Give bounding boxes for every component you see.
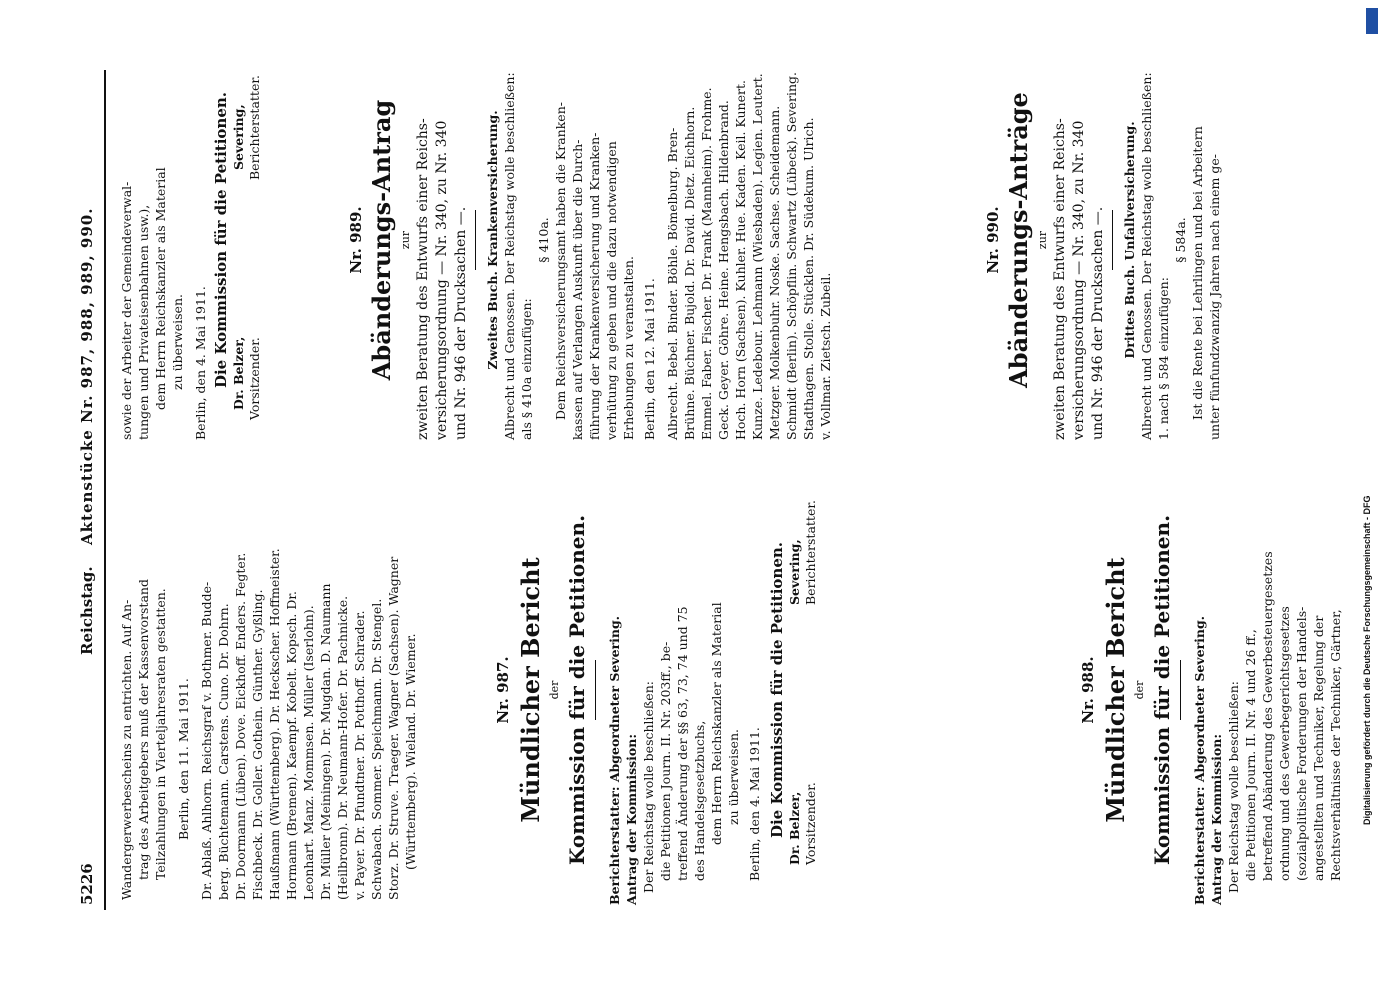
doc-subheading: Kommission für die Petitionen. <box>565 514 589 866</box>
body-line: die Petitionen Journ. II. Nr. 203ff., be- <box>658 641 673 881</box>
page-header <box>78 65 102 905</box>
date-line: Berlin, den 12. Mai 1911. <box>642 278 657 440</box>
signature-block <box>786 475 820 905</box>
reporter-name: Severing, <box>787 539 802 605</box>
insert-line: 1. nach § 584 einzufügen: <box>1156 277 1171 440</box>
doc-heading: Abänderungs-Anträge <box>1004 92 1033 388</box>
signatory-line: Kunze. Ledebour. Lehmann (Wiesbaden). Legien. Leutert. <box>750 73 765 440</box>
signatory-list <box>664 40 834 440</box>
body-line: (sozialpolitische Forderungen der Handels- <box>1294 606 1309 881</box>
chair-role: Vorsitzender. <box>247 337 262 420</box>
commission-line: Die Kommission für die Petitionen. <box>768 541 786 839</box>
body-line: zweiten Beratung des Entwurfs einer Reichs- <box>415 118 431 440</box>
doc-der: der <box>548 680 561 700</box>
signatory-line: Albrecht. Bebel. Binder. Böhle. Bömelburg. Bren- <box>665 127 680 440</box>
chair-role: Vorsitzender. <box>803 782 818 865</box>
doc-heading: Mündlicher Bericht <box>1101 557 1130 823</box>
signatory-line: (Württemberg). Wieland. Dr. Wiemer. <box>403 633 418 870</box>
publication-name: Reichstag. <box>78 566 96 655</box>
signatory-line: Fischbeck. Dr. Goller. Gothein. Günther. Gyßling. <box>250 589 265 900</box>
date-line: Berlin, den 11. Mai 1911. <box>176 678 191 840</box>
column-3-top <box>118 40 264 440</box>
body-line: sowie der Arbeiter der Gemeindeverwal- <box>119 181 134 440</box>
document-989 <box>348 40 834 440</box>
antrag-line: Antrag der Kommission: <box>624 734 639 905</box>
text-line: unter fünfundzwanzig Jahren nach einem ge- <box>1207 153 1222 440</box>
body-line: die Petitionen Journ. II. Nr. 4 und 26 ff., <box>1243 629 1258 881</box>
chair-name: Dr. Belzer, <box>231 336 246 410</box>
signatory-line: Emmel. Faber. Fischer. Dr. Frank (Mannheim). Frohme. <box>699 87 714 440</box>
intro-line: Wandergerwerbescheins zu entrichten. Auf An- <box>119 599 134 900</box>
body-line: angestellten und Techniker, Regelung der <box>1311 615 1326 881</box>
signatory-line: Stadthagen. Stolle. Stücklen. Dr. Südekum. Ulrich. <box>801 117 816 440</box>
commission-line: Die Kommission für die Petitionen. <box>212 91 230 389</box>
text-line: kassen auf Verlangen Auskunft über die Durch- <box>570 139 585 440</box>
body-line: zu überweisen. <box>170 294 185 390</box>
document-987 <box>495 475 820 905</box>
antrag-line: Antrag der Kommission: <box>1209 734 1224 905</box>
signatory-line: Dr. Doormann (Lüben). Dove. Eickhoff. Enders. Fegter. <box>233 552 248 900</box>
signatory-line: Dr. Ablaß. Ahlhorn. Reichsgraf v. Bothmer. Budde- <box>199 581 214 900</box>
doc-der: der <box>1133 680 1146 700</box>
intro-line: trag des Arbeitgebers muß der Kassenvorstand <box>136 579 151 880</box>
book-line: Drittes Buch. Unfallversicherung. <box>1122 121 1137 359</box>
paragraph-number: § 584a. <box>1173 217 1188 263</box>
doc-zur: zur <box>1036 230 1049 250</box>
reporter-name: Severing, <box>231 104 246 170</box>
intro-line: Teilzahlungen in Vierteljahresraten gestatten. <box>153 588 168 880</box>
body-line: des Handelsgesetzbuchs, <box>692 720 707 881</box>
signatory-line: Dr. Müller (Meiningen). Dr. Mugdan. D. Naumann <box>318 583 333 900</box>
insert-line: als § 410a einzufügen: <box>519 298 534 440</box>
document-title: Aktenstücke Nr. 987, 988, 989, 990. <box>78 207 96 545</box>
document-990 <box>985 40 1223 440</box>
signatory-line: Schwabach. Sommer. Speichmann. Dr. Stengel. <box>369 598 384 900</box>
divider <box>595 660 596 720</box>
body-line: dem Herrn Reichskanzler als Material <box>153 167 168 410</box>
body-line: und Nr. 946 der Drucksachen —. <box>453 206 469 440</box>
signatory-line: berg. Büchtemann. Carstens. Cuno. Dr. Dohrn. <box>216 603 231 900</box>
signature-block <box>230 40 264 440</box>
doc-number: Nr. 988. <box>1079 656 1097 724</box>
body-line: ordnung und des Gewerbegerichtsgesetzes <box>1277 606 1292 881</box>
reporter-role: Berichterstatter. <box>803 500 818 605</box>
body-line: versicherungsordnung — Nr. 340, zu Nr. 340 <box>434 120 450 440</box>
reporter-line: Berichterstatter: Abgeordneter Severing. <box>607 615 622 905</box>
body-line: zu überweisen. <box>726 729 741 825</box>
book-line: Zweites Buch. Krankenversicherung. <box>485 110 500 370</box>
signatory-line: Haußmann (Württemberg). Dr. Heckscher. Hoffmeister. <box>267 548 282 900</box>
date-line: Berlin, den 4. Mai 1911. <box>747 727 762 881</box>
text-line: verhütung zu geben und die dazu notwendigen <box>604 141 619 440</box>
column-1-top <box>118 470 419 900</box>
doc-heading: Abänderungs-Antrag <box>367 99 396 381</box>
signatory-line: Brühne. Büchner. Bujold. Dr. David. Dietz. Eichhorn. <box>682 106 697 440</box>
header-rule <box>104 70 106 910</box>
doc-number: Nr. 987. <box>494 656 512 724</box>
motion-line: Albrecht und Genossen. Der Reichstag wolle beschließen: <box>502 72 517 440</box>
signatory-line: v. Vollmar. Zietsch. Zubeil. <box>818 272 833 440</box>
doc-zur: zur <box>399 230 412 250</box>
body-line: dem Herrn Reichskanzler als Material <box>709 602 724 845</box>
signatory-line: Schmidt (Berlin). Schöpflin. Schwartz (Lübeck). Severing. <box>784 71 799 440</box>
reporter-line: Berichterstatter: Abgeordneter Severing. <box>1192 615 1207 905</box>
date-line: Berlin, den 4. Mai 1911. <box>193 286 208 440</box>
reporter-role: Berichterstatter. <box>247 75 262 180</box>
signatory-line: Geck. Geyer. Göhre. Heine. Hengsbach. Hildenbrand. <box>716 100 731 440</box>
motion-line: Albrecht und Genossen. Der Reichstag wolle beschließen: <box>1139 72 1154 440</box>
signatory-line: Leonhart. Manz. Mommsen. Müller (Iserlohn). <box>301 605 316 900</box>
body-line: zweiten Beratung des Entwurfs einer Reichs- <box>1052 118 1068 440</box>
signatory-list <box>198 470 419 900</box>
body-line: treffend Änderung der §§ 63, 73, 74 und 75 <box>675 606 690 881</box>
divider <box>1180 660 1181 720</box>
body-line: und Nr. 946 der Drucksachen —. <box>1090 206 1106 440</box>
signatory-line: Metzger. Molkenbuhr. Noske. Sachse. Scheidemann. <box>767 105 782 440</box>
doc-subheading: Kommission für die Petitionen. <box>1150 514 1174 866</box>
signatory-line: Hoch. Horn (Sachsen). Kuhler. Hue. Kaden. Keil. Kunert. <box>733 80 748 440</box>
dfg-logo <box>1366 8 1378 34</box>
doc-number: Nr. 989. <box>347 206 365 274</box>
page-number: 5226 <box>78 863 96 905</box>
body-line: tungen und Privateisenbahnen usw.), <box>136 204 151 440</box>
signatory-line: v. Payer. Dr. Pfundtner. Dr. Potthoff. Schrader. <box>352 610 367 900</box>
text-line: Ist die Rente bei Lehrlingen und bei Arbeitern <box>1190 126 1205 420</box>
divider <box>1112 210 1113 270</box>
signatory-line: (Heilbronn). Dr. Neumann-Hofer. Dr. Pachnicke. <box>335 595 350 900</box>
text-line: führung der Krankenversicherung und Kranken- <box>587 132 602 440</box>
doc-heading: Mündlicher Bericht <box>516 557 545 823</box>
doc-number: Nr. 990. <box>984 206 1002 274</box>
signatory-line: Storz. Dr. Struve. Traeger. Wagner (Sachsen). Wagner <box>386 556 401 900</box>
body-line: betreffend Abänderung des Gewerbesteuergesetzes <box>1260 551 1275 881</box>
watermark: Digitalisierung gefördert durch die Deutsche Forschungsgemeinschaft - DFG <box>1362 495 1372 825</box>
body-line: Rechtsverhältnisse der Techniker, Gärtner, <box>1328 609 1343 881</box>
text-line: Erhebungen zu veranstalten. <box>621 256 636 440</box>
document-988 <box>1080 475 1344 905</box>
body-line: Der Reichstag wolle beschließen: <box>641 681 656 893</box>
text-line: Dem Reichsversicherungsamt haben die Kranken- <box>553 102 568 420</box>
body-line: Der Reichstag wolle beschließen: <box>1226 681 1241 893</box>
divider <box>475 210 476 270</box>
signatory-line: Hormann (Bremen). Kaempf. Kobelt. Kopsch. Dr. <box>284 591 299 900</box>
body-line: versicherungsordnung — Nr. 340, zu Nr. 340 <box>1071 120 1087 440</box>
chair-name: Dr. Belzer, <box>787 791 802 865</box>
paragraph-number: § 410a. <box>536 217 551 263</box>
